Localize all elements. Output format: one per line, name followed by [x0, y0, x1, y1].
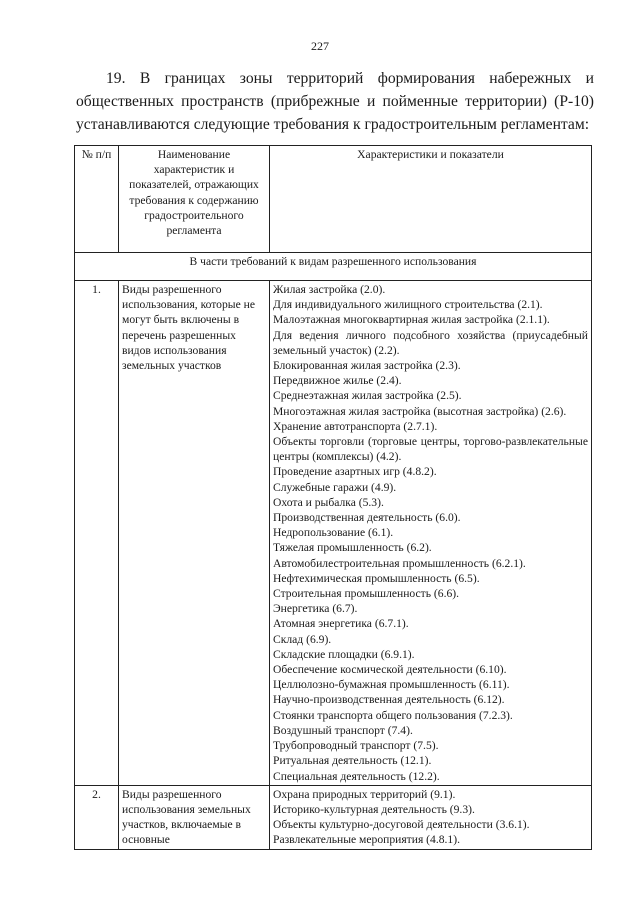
characteristic-item: Передвижное жилье (2.4).	[273, 374, 402, 388]
row-name: Виды разрешенного использования земельных участков, включаемые в основные	[119, 785, 270, 849]
characteristic-item: Хранение автотранспорта (2.7.1).	[273, 419, 438, 433]
section-title: В части требований к видам разрешенного использования	[75, 253, 592, 281]
header-number: № п/п	[75, 146, 119, 253]
table-header-row	[75, 146, 592, 253]
characteristic-item: Научно-производственная деятельность (6.12).	[273, 693, 505, 707]
characteristic-item: Трубопроводный транспорт (7.5).	[273, 739, 439, 753]
row-number: 2.	[75, 785, 119, 849]
characteristic-item: Нефтехимическая промышленность (6.5).	[273, 571, 480, 585]
characteristic-item: Развлекательные мероприятия (4.8.1).	[273, 833, 460, 847]
characteristic-item: Автомобилестроительная промышленность (6.2.1).	[273, 556, 526, 570]
header-name: Наименование характеристик и показателей, отражающих требования к содержанию градостроительного регламента	[119, 146, 270, 253]
table-row	[75, 281, 592, 786]
intro-paragraph: 19. В границах зоны территорий формирования набережных и общественных пространств (прибрежные и пойменные территории) (Р-10) устанавливаются следующие требования к градостроительным регламентам:	[76, 70, 594, 133]
characteristic-item: Охрана природных территорий (9.1).	[273, 787, 456, 801]
row-characteristics	[270, 785, 592, 849]
characteristic-item: Служебные гаражи (4.9).	[273, 480, 397, 494]
row-number: 1.	[75, 281, 119, 786]
characteristic-item: Воздушный транспорт (7.4).	[273, 723, 413, 737]
characteristic-item: Историко-культурная деятельность (9.3).	[273, 802, 475, 816]
characteristic-item: Стоянки транспорта общего пользования (7.2.3).	[273, 708, 513, 722]
characteristic-item: Склад (6.9).	[273, 632, 332, 646]
characteristic-item: Атомная энергетика (6.7.1).	[273, 617, 409, 631]
table-row	[75, 785, 592, 849]
characteristic-item: Среднеэтажная жилая застройка (2.5).	[273, 389, 462, 403]
characteristic-item: Целлюлозно-бумажная промышленность (6.11).	[273, 678, 510, 692]
characteristic-item: Недропользование (6.1).	[273, 526, 394, 540]
characteristic-item: Объекты торговли (торговые центры, торгово-развлекательные центры (комплексы) (4.2).	[273, 435, 588, 464]
characteristic-item: Объекты культурно-досуговой деятельности (3.6.1).	[273, 818, 530, 832]
characteristic-item: Жилая застройка (2.0).	[273, 283, 386, 296]
characteristic-item: Специальная деятельность (12.2).	[273, 769, 440, 783]
characteristic-item: Охота и рыбалка (5.3).	[273, 495, 384, 509]
regulations-table	[74, 145, 592, 850]
characteristic-item: Блокированная жилая застройка (2.3).	[273, 359, 461, 373]
characteristic-item: Проведение азартных игр (4.8.2).	[273, 465, 437, 479]
characteristic-item: Складские площадки (6.9.1).	[273, 647, 415, 661]
row-name: Виды разрешенного использования, которые не могут быть включены в перечень разрешенных видов использования земельных участков	[119, 281, 270, 786]
characteristic-item: Малоэтажная многоквартирная жилая застройка (2.1.1).	[273, 313, 550, 327]
characteristic-item: Строительная промышленность (6.6).	[273, 587, 460, 601]
characteristic-item: Производственная деятельность (6.0).	[273, 511, 461, 525]
characteristic-item: Обеспечение космической деятельности (6.10).	[273, 663, 507, 677]
characteristic-item: Энергетика (6.7).	[273, 602, 358, 616]
section-row	[75, 253, 592, 281]
characteristic-item: Для ведения личного подсобного хозяйства (приусадебный земельный участок) (2.2).	[273, 328, 588, 357]
characteristic-item: Для индивидуального жилищного строительства (2.1).	[273, 298, 543, 312]
characteristic-item: Многоэтажная жилая застройка (высотная застройка) (2.6).	[273, 404, 567, 418]
row-characteristics	[270, 281, 592, 786]
header-characteristics: Характеристики и показатели	[270, 146, 592, 253]
page-number: 227	[311, 39, 329, 53]
characteristic-item: Тяжелая промышленность (6.2).	[273, 541, 432, 555]
characteristic-item: Ритуальная деятельность (12.1).	[273, 754, 432, 768]
